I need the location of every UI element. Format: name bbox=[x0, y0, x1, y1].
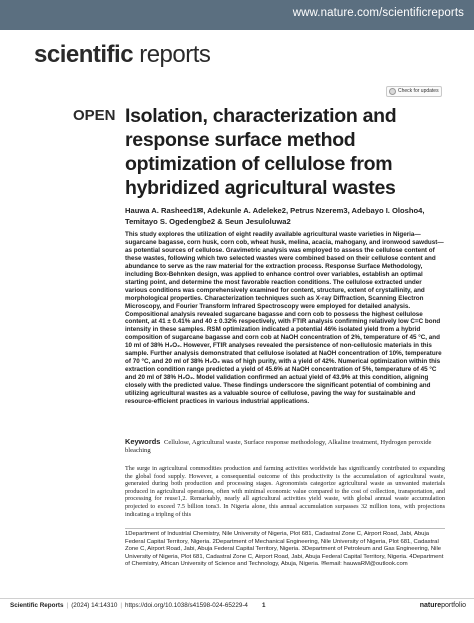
footer-journal: Scientific Reports bbox=[10, 602, 64, 609]
article-title: Isolation, characterization and response surface method optimization of cellulose from hybridized agricultural wastes bbox=[125, 105, 397, 199]
check-updates-label: Check for updates bbox=[398, 88, 439, 94]
keywords-text: Cellulose, Agricultural waste, Surface response methodology, Alkaline treatment, Hydrogen peroxide bleaching bbox=[125, 439, 432, 454]
affiliation-divider bbox=[125, 528, 445, 529]
check-for-updates-button[interactable] bbox=[386, 86, 442, 97]
journal-url-link[interactable]: www.nature.com/scientificreports bbox=[292, 7, 464, 19]
open-access-label: OPEN bbox=[73, 107, 116, 124]
brand-bold: scientific bbox=[34, 41, 134, 68]
top-banner bbox=[0, 0, 474, 30]
publisher-bold: nature bbox=[419, 602, 442, 609]
author-list: Hauwa A. Rasheed1✉, Adekunle A. Adeleke2, Petrus Nzerem3, Adebayo I. Olosho4, Temitayo S. Ogedengbe2 & Seun Jesuloluwa2 bbox=[125, 206, 425, 226]
abstract: This study explores the utilization of eight readily available agricultural waste varieties in Nigeria—sugarcane bagasse, corn husk, corn cob, wheat husk, melina, acacia, mahogany, and ironwood sawdust—as potential sources of cellulose. Gravimetric analysis was employed to assess the cellulose content of these wastes, following which two selected wastes were combined based on their cellulose content and abundance to serve as the raw material for the extraction process. Response Surface Methodology, including Box-Behnken design, was applied to enhance control over variables, establish an optimal starting point, and determine the most favorable reaction conditions. The cellulose extracted under various conditions was comprehensively examined for content, structure, extent of crystallinity, and morphological properties. Characterization techniques such as X-ray Diffraction, Scanning Electron Microscopy, and Fourier Transform Infrared Spectroscopy were employed for detailed analysis. Compositional analysis revealed sugarcane bagasse and corn cob to possess the highest cellulose content, at 41 ± 0.41% and 40 ± 0.32% respectively, with FTIR analysis confirming relatively low C=C bond intensity in these samples. RSM optimization indicated a potential 46% isolated yield from a hybrid composition of sugarcane bagasse and corn cob at NaOH concentration of 2%, temperature of 45 °C, and 10 ml of 38% H₂O₂. However, FTIR analyses revealed the persistence of non-cellulosic materials in this sample. Further analysis demonstrated that cellulose isolated at NaOH concentration of 10%, temperature of 70 °C, and 20 ml of 38% H₂O₂ was of high purity, with a yield of 42%. Numerical optimization within this extraction condition range predicted a yield of 45.6% at NaOH concentration of 5%, temperature of 45 °C and 20 ml of 38% H₂O₂. Model validation confirmed an actual yield of 43.9% at this condition, aligning closely with the predicted value. These findings underscore the significant potential of combining and utilizing agricultural wastes as a valuable source of cellulose, paving the way for sustainable and resource-efficient practices in various industrial applications. bbox=[125, 231, 444, 406]
introduction-paragraph: The surge in agricultural commodities production and farming activities worldwide has significantly contributed to expanding the global food supply. However, a consequential outcome of this productivity is the accumulation of agricultural waste, generated during both production and processing stages. Agronomists categorize agricultural waste as unwanted materials produced in agricultural operations, often with minimal economic value compared to the cost of collection, transportation, and processing for reuse1,2. Remarkably, nearly all agricultural activities yield waste, with global annual waste accumulation projected to exceed 7.5 billion tons3. In Nigeria alone, this annual accumulation surpasses 32 million tons, with projections indicating a tripling of this bbox=[125, 465, 445, 518]
publisher-logo bbox=[420, 602, 466, 609]
update-icon bbox=[389, 88, 396, 95]
page-footer bbox=[10, 602, 466, 609]
journal-logo bbox=[34, 41, 210, 69]
brand-light: reports bbox=[133, 41, 211, 68]
footer-separator: | bbox=[66, 602, 69, 609]
keywords-label: Keywords bbox=[125, 437, 161, 446]
page-number: 1 bbox=[262, 602, 266, 609]
footer-separator: | bbox=[120, 602, 123, 609]
footer-volume: (2024) 14:14310 bbox=[71, 602, 118, 609]
footer-divider bbox=[0, 598, 474, 599]
footer-doi-link[interactable]: https://doi.org/10.1038/s41598-024-65229-4 bbox=[125, 602, 248, 609]
publisher-light: portfolio bbox=[441, 602, 466, 609]
keywords bbox=[125, 438, 445, 455]
affiliations: 1Department of Industrial Chemistry, Nile University of Nigeria, Plot 681, Cadastral Zone C, Airport Road, Jabi, Abuja Federal Capital Territory, Nigeria. 2Department of Mechanical Engineering, Nile University of Nigeria, Plot 681, Cadastral Zone C, Airport Road, Jabi, Abuja Federal Capital Territory, Nigeria. 3Department of Petroleum and Gas Engineering, Nile University of Nigeria, Plot 681, Cadastral Zone C, Airport Road, Jabi, Abuja Federal Capital Territory, Nigeria. 4Department of Chemistry, African University of Science and Technology, Abuja, Nigeria. ✉email: hauwaRM@outlook.com bbox=[125, 531, 444, 568]
